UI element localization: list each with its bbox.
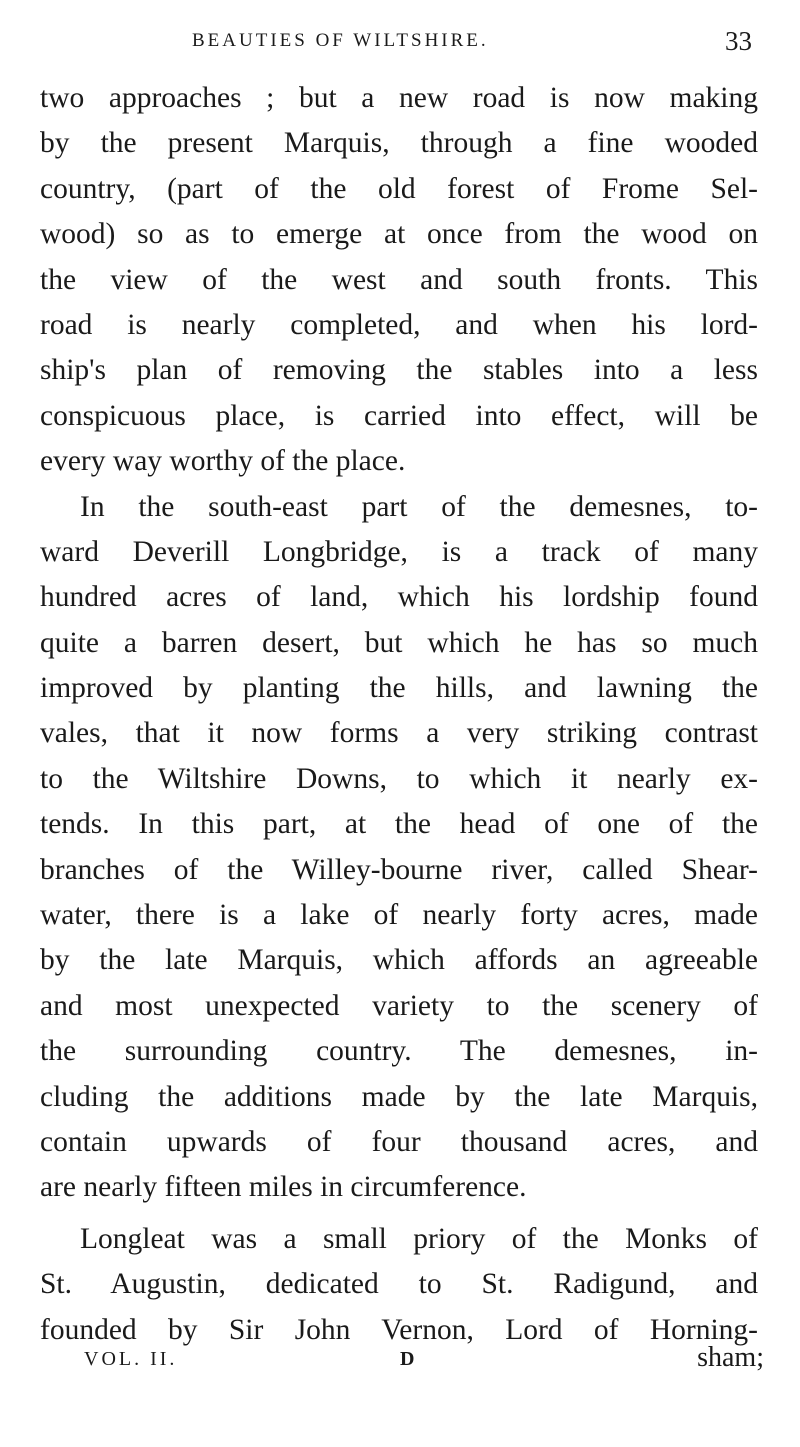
text-line: branches of the Willey-bourne river, called Shear- [40,853,758,886]
text-line: two approaches ; but a new road is now making [40,82,758,114]
page-footer [0,1342,800,1382]
body-text [40,76,758,1353]
text-line: ward Deverill Longbridge, is a track of many [40,535,758,568]
volume-signature: VOL. II. [84,1348,178,1370]
text-line: by the present Marquis, through a fine wooded [40,127,758,160]
text-line: and most unexpected variety to the scenery of [40,989,758,1022]
text-line: country, (part of the old forest of Frome Sel- [40,172,758,205]
page-number: 33 [725,26,752,56]
text-line: contain upwards of four thousand acres, and [40,1125,758,1158]
text-line: tends. In this part, at the head of one of the [40,808,758,841]
paragraph-first-line: Longleat was a small priory of the Monks of [80,1222,758,1255]
paragraph-first-line: In the south-east part of the demesnes, to- [80,490,758,523]
catchword: sham; [697,1342,764,1373]
text-line: the view of the west and south fronts. This [40,263,758,296]
text-line: road is nearly completed, and when his lord- [40,308,758,341]
text-line: water, there is a lake of nearly forty acres, made [40,899,758,932]
text-line: quite a barren desert, but which he has so much [40,626,758,659]
text-line: the surrounding country. The demesnes, in- [40,1035,758,1068]
text-line: cluding the additions made by the late Marquis, [40,1080,758,1113]
text-line: ship's plan of removing the stables into a less [40,354,758,387]
text-line: founded by Sir John Vernon, Lord of Horning- [40,1313,758,1346]
text-line: every way worthy of the place. [40,445,406,478]
text-line: conspicuous place, is carried into effect, will be [40,399,758,432]
text-line: wood) so as to emerge at once from the wood on [40,218,758,251]
signature-mark: D [400,1348,415,1370]
text-line: by the late Marquis, which affords an agreeable [40,944,758,977]
text-line: are nearly fifteen miles in circumference. [40,1171,527,1204]
text-line: St. Augustin, dedicated to St. Radigund, and [40,1268,758,1301]
running-title: BEAUTIES OF WILTSHIRE. [192,30,489,51]
text-line: improved by planting the hills, and lawning the [40,672,758,705]
text-line: hundred acres of land, which his lordship found [40,581,758,614]
text-line: vales, that it now forms a very striking contrast [40,717,758,750]
text-line: to the Wiltshire Downs, to which it nearly ex- [40,762,758,795]
running-head [0,26,800,56]
